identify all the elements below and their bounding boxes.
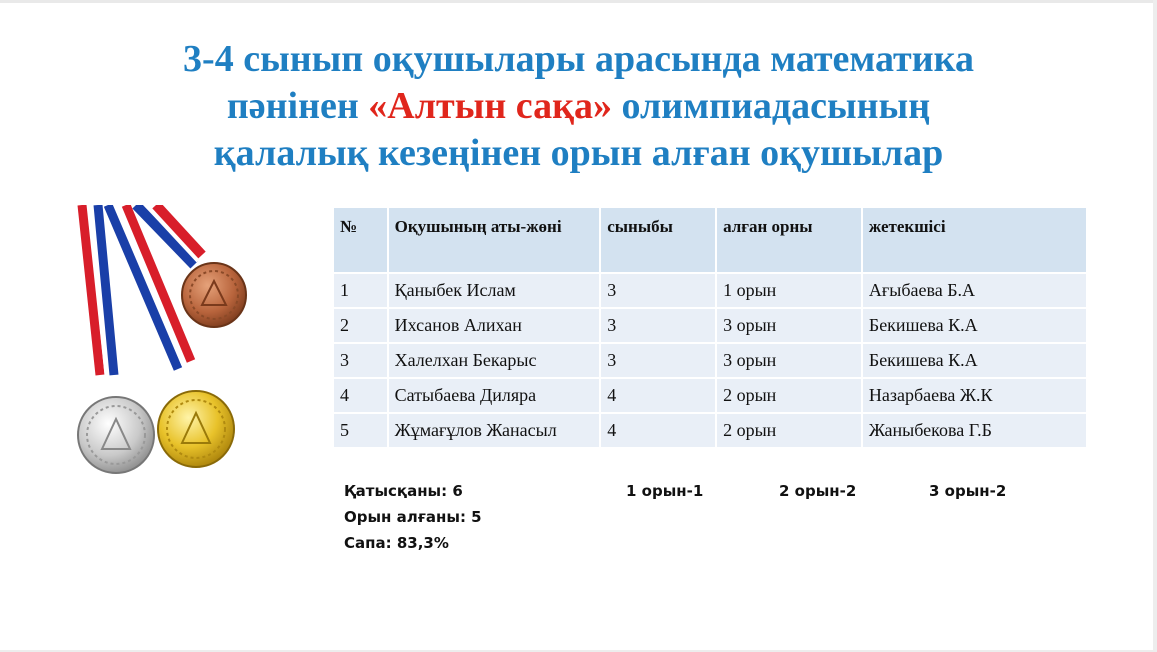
student-name: Ихсанов Алихан xyxy=(389,309,602,344)
student-grade: 4 xyxy=(601,379,717,414)
student-place: 3 орын xyxy=(717,344,863,379)
student-name: Жұмағұлов Жанасыл xyxy=(389,414,602,449)
title-line-2 xyxy=(0,83,1157,130)
first-place-count: 1 орын-1 xyxy=(626,482,704,500)
student-supervisor: Назарбаева Ж.К xyxy=(863,379,1086,414)
header-student-name: Оқушының аты-жөні xyxy=(389,208,602,274)
window-top-edge xyxy=(0,0,1157,3)
row-number: 3 xyxy=(334,344,389,379)
title-line-1: 3-4 сынып оқушылары арасында математика xyxy=(183,38,974,80)
student-supervisor: Ағыбаева Б.А xyxy=(863,274,1086,309)
title-line-2-start: пәнінен xyxy=(226,85,369,127)
student-place: 2 орын xyxy=(717,414,863,449)
row-number: 5 xyxy=(334,414,389,449)
title-line-2-end: олимпиадасының xyxy=(611,85,931,127)
student-place: 1 орын xyxy=(717,274,863,309)
table-row xyxy=(334,379,1086,414)
summary-stats xyxy=(344,478,482,556)
student-grade: 3 xyxy=(601,344,717,379)
table-row xyxy=(334,309,1086,344)
table-row xyxy=(334,414,1086,449)
header-number: № xyxy=(334,208,389,274)
student-name: Қаныбек Ислам xyxy=(389,274,602,309)
slide-title xyxy=(0,36,1157,177)
header-grade: сыныбы xyxy=(601,208,717,274)
student-supervisor: Жаныбекова Г.Б xyxy=(863,414,1086,449)
table-row xyxy=(334,344,1086,379)
student-name: Халелхан Бекарыс xyxy=(389,344,602,379)
participants-count: Қатысқаны: 6 xyxy=(344,482,463,500)
row-number: 2 xyxy=(334,309,389,344)
quality-percent: Сапа: 83,3% xyxy=(344,534,449,552)
olympiad-name: «Алтын сақа» xyxy=(368,85,612,127)
student-grade: 3 xyxy=(601,309,717,344)
third-place-count: 3 орын-2 xyxy=(929,482,1007,500)
results-table xyxy=(334,208,1086,449)
header-supervisor: жетекшісі xyxy=(863,208,1086,274)
medals-illustration xyxy=(74,205,254,505)
student-supervisor: Бекишева К.А xyxy=(863,309,1086,344)
row-number: 4 xyxy=(334,379,389,414)
second-place-count: 2 орын-2 xyxy=(779,482,857,500)
ribbon-silver xyxy=(82,205,114,375)
table-row xyxy=(334,274,1086,309)
title-line-3: қалалық кезеңінен орын алған оқушылар xyxy=(213,132,944,174)
bronze-medal-icon xyxy=(182,263,246,327)
silver-medal-icon xyxy=(78,397,154,473)
gold-medal-icon xyxy=(158,391,234,467)
header-place: алған орны xyxy=(717,208,863,274)
student-grade: 4 xyxy=(601,414,717,449)
student-supervisor: Бекишева К.А xyxy=(863,344,1086,379)
student-name: Сатыбаева Диляра xyxy=(389,379,602,414)
student-place: 2 орын xyxy=(717,379,863,414)
table-header-row xyxy=(334,208,1086,274)
placed-count: Орын алғаны: 5 xyxy=(344,508,482,526)
student-place: 3 орын xyxy=(717,309,863,344)
row-number: 1 xyxy=(334,274,389,309)
student-grade: 3 xyxy=(601,274,717,309)
